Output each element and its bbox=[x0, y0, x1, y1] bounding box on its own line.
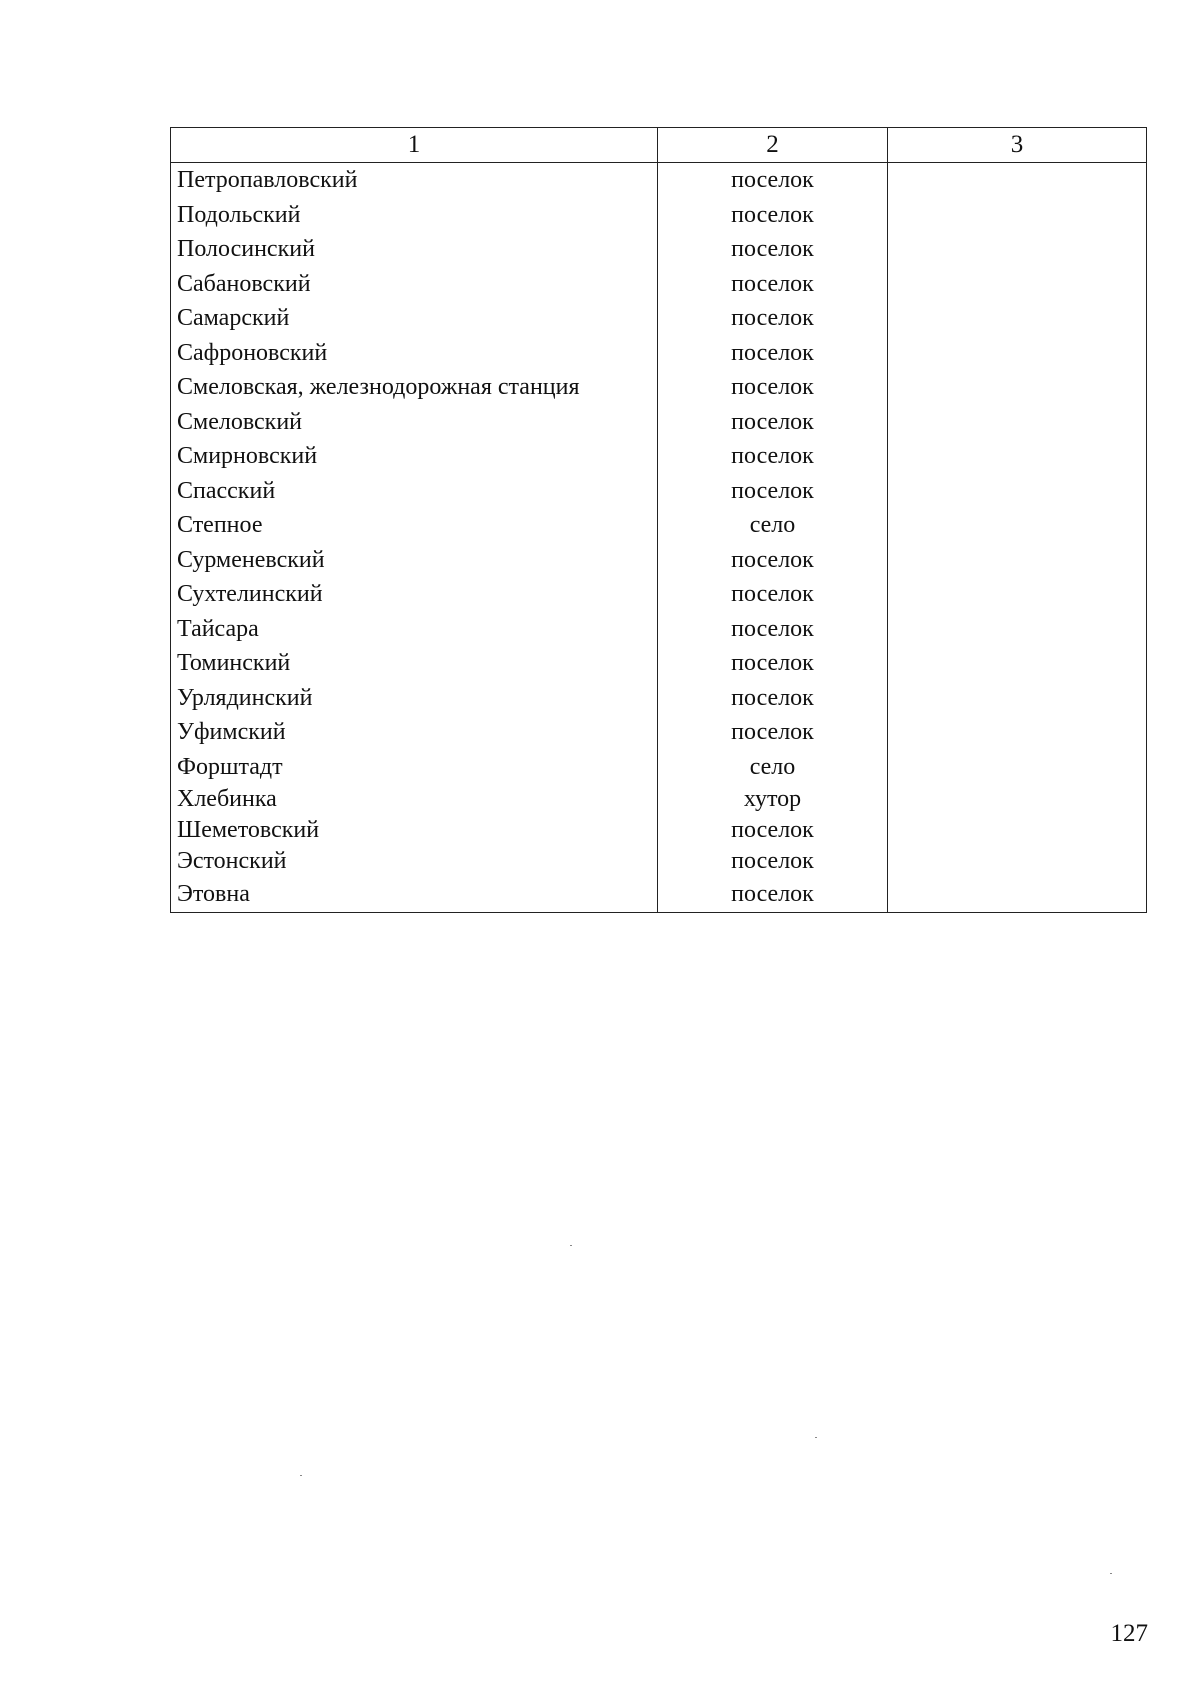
settlement-extra bbox=[888, 508, 1147, 543]
settlement-name: Степное bbox=[171, 508, 658, 543]
table-body bbox=[171, 163, 1147, 913]
settlement-extra bbox=[888, 198, 1147, 233]
settlement-type: поселок bbox=[658, 612, 888, 647]
settlement-type: поселок bbox=[658, 577, 888, 612]
table-row bbox=[171, 336, 1147, 371]
settlement-name: Шеметовский bbox=[171, 815, 658, 846]
settlement-extra bbox=[888, 301, 1147, 336]
settlement-extra bbox=[888, 232, 1147, 267]
header-row bbox=[171, 128, 1147, 163]
settlement-name: Этовна bbox=[171, 877, 658, 912]
settlement-name: Тайсара bbox=[171, 612, 658, 647]
settlement-extra bbox=[888, 474, 1147, 509]
settlement-name: Смирновский bbox=[171, 439, 658, 474]
settlement-type: поселок bbox=[658, 301, 888, 336]
settlements-table bbox=[170, 127, 1147, 913]
scan-speck bbox=[570, 1245, 572, 1246]
settlement-type: поселок bbox=[658, 815, 888, 846]
table-row bbox=[171, 508, 1147, 543]
settlement-extra bbox=[888, 336, 1147, 371]
table-header bbox=[171, 128, 1147, 163]
header-col-3: 3 bbox=[888, 128, 1147, 163]
settlement-extra bbox=[888, 877, 1147, 912]
settlement-name: Эстонский bbox=[171, 846, 658, 877]
table-row bbox=[171, 474, 1147, 509]
settlement-extra bbox=[888, 163, 1147, 198]
settlement-type: поселок bbox=[658, 681, 888, 716]
settlement-type: поселок bbox=[658, 439, 888, 474]
table-row bbox=[171, 612, 1147, 647]
settlement-type: поселок bbox=[658, 267, 888, 302]
page-number: 127 bbox=[1110, 1620, 1148, 1647]
settlement-type: хутор bbox=[658, 784, 888, 815]
table-row bbox=[171, 232, 1147, 267]
settlement-type: поселок bbox=[658, 877, 888, 912]
settlement-extra bbox=[888, 750, 1147, 785]
settlement-type: село bbox=[658, 750, 888, 785]
settlement-name: Урлядинский bbox=[171, 681, 658, 716]
scan-speck bbox=[1110, 1573, 1112, 1574]
settlement-name: Сурменевский bbox=[171, 543, 658, 578]
table-row bbox=[171, 439, 1147, 474]
settlement-type: поселок bbox=[658, 370, 888, 405]
settlement-type: поселок bbox=[658, 198, 888, 233]
table-row bbox=[171, 543, 1147, 578]
scan-speck bbox=[300, 1475, 302, 1476]
settlement-type: поселок bbox=[658, 405, 888, 440]
settlement-name: Полосинский bbox=[171, 232, 658, 267]
settlement-type: село bbox=[658, 508, 888, 543]
settlement-name: Подольский bbox=[171, 198, 658, 233]
settlement-extra bbox=[888, 681, 1147, 716]
settlement-type: поселок bbox=[658, 543, 888, 578]
settlement-name: Самарский bbox=[171, 301, 658, 336]
header-col-2: 2 bbox=[658, 128, 888, 163]
table-row bbox=[171, 750, 1147, 785]
settlement-name: Уфимский bbox=[171, 715, 658, 750]
settlement-name: Петропавловский bbox=[171, 163, 658, 198]
settlement-extra bbox=[888, 846, 1147, 877]
table-row bbox=[171, 815, 1147, 846]
settlement-extra bbox=[888, 646, 1147, 681]
settlement-type: поселок bbox=[658, 646, 888, 681]
settlement-name: Сабановский bbox=[171, 267, 658, 302]
table-row bbox=[171, 715, 1147, 750]
table-row bbox=[171, 405, 1147, 440]
table-row bbox=[171, 681, 1147, 716]
settlement-type: поселок bbox=[658, 232, 888, 267]
settlement-name: Хлебинка bbox=[171, 784, 658, 815]
table-row bbox=[171, 198, 1147, 233]
table-row bbox=[171, 877, 1147, 912]
settlement-name: Сухтелинский bbox=[171, 577, 658, 612]
settlement-type: поселок bbox=[658, 163, 888, 198]
table-row bbox=[171, 577, 1147, 612]
settlement-type: поселок bbox=[658, 474, 888, 509]
settlement-extra bbox=[888, 370, 1147, 405]
settlement-type: поселок bbox=[658, 336, 888, 371]
scan-speck bbox=[815, 1437, 817, 1438]
settlement-extra bbox=[888, 715, 1147, 750]
settlement-extra bbox=[888, 267, 1147, 302]
settlement-name: Сафроновский bbox=[171, 336, 658, 371]
settlement-name: Форштадт bbox=[171, 750, 658, 785]
settlement-extra bbox=[888, 439, 1147, 474]
table-row bbox=[171, 370, 1147, 405]
settlement-extra bbox=[888, 612, 1147, 647]
settlement-extra bbox=[888, 815, 1147, 846]
header-col-1: 1 bbox=[171, 128, 658, 163]
settlement-extra bbox=[888, 405, 1147, 440]
settlement-name: Смеловская, железнодорожная станция bbox=[171, 370, 658, 405]
table-row bbox=[171, 163, 1147, 198]
table-row bbox=[171, 267, 1147, 302]
table-row bbox=[171, 646, 1147, 681]
settlement-extra bbox=[888, 784, 1147, 815]
settlement-extra bbox=[888, 543, 1147, 578]
settlement-type: поселок bbox=[658, 846, 888, 877]
settlement-extra bbox=[888, 577, 1147, 612]
settlement-name: Томинский bbox=[171, 646, 658, 681]
table-row bbox=[171, 846, 1147, 877]
settlement-name: Смеловский bbox=[171, 405, 658, 440]
settlement-type: поселок bbox=[658, 715, 888, 750]
table-row bbox=[171, 301, 1147, 336]
table-row bbox=[171, 784, 1147, 815]
settlement-name: Спасский bbox=[171, 474, 658, 509]
